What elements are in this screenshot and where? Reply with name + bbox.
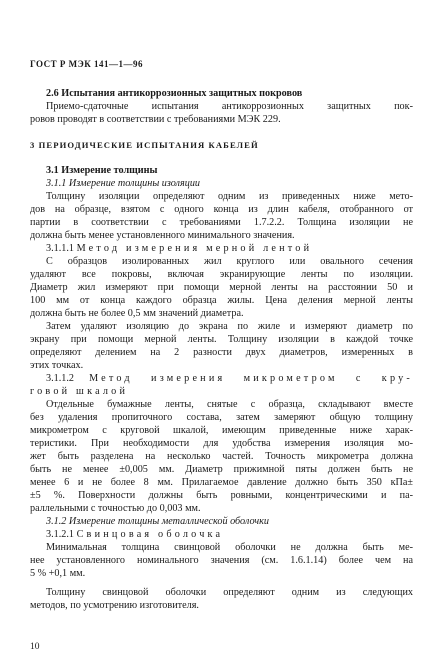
text-line: быть не менее ±0,005 мм. Диаметр прижимной пяты должен быть не	[30, 464, 413, 475]
text-line: Отдельные бумажные ленты, снятые с образца, складывают вместе	[46, 399, 413, 410]
text-line: Затем удаляют изоляцию до экрана по жиле и измеряют диаметр по	[46, 321, 413, 332]
text-line: менее 6 и не более 8 мм. Прилагаемое давление должно быть 350 кПа±	[30, 477, 413, 488]
text-line: жет быть разделена на несколько частей. Точность микрометра должна	[30, 451, 413, 462]
text-line: С образцов изолированных жил круглого или овального сечения	[46, 256, 413, 267]
document-header-code: ГОСТ Р МЭК 141—1—96	[30, 59, 143, 69]
text-line: дов на образце, взятом с одного конца из длин кабеля, отобранного от	[30, 204, 413, 215]
text-line: ±5 %. Поверхности должны быть ровными, концентрическими и па-	[30, 490, 413, 501]
text-line: определяют делением на 2 разности двух диаметров, измеренных в	[30, 347, 413, 358]
paragraph-insulation-thickness	[30, 190, 413, 242]
text-line: Минимальная толщина свинцовой оболочки не должна быть ме-	[46, 542, 413, 553]
text-line: ровов проводят в соответствии с требованиями МЭК 229.	[30, 114, 281, 125]
paragraph-method-1-b	[30, 320, 413, 372]
method-1-title: Метод измерения мерной лентой	[76, 243, 313, 254]
section-2-6-heading: 2.6 Испытания антикоррозионных защитных покровов	[46, 88, 303, 99]
text-line: должна быть менее установленного минимального значения.	[30, 230, 295, 241]
text-line: Диаметр жил измеряют при помощи мерной ленты на расстоянии 50 и	[30, 282, 413, 293]
page-content	[30, 87, 413, 612]
text-line: микрометром с круговой шкалой, имеющим приведенные ниже харак-	[30, 425, 413, 436]
section-3-1-2-heading: 3.1.2 Измерение толщины металлической оболочки	[46, 516, 270, 527]
section-3-1-heading: 3.1 Измерение толщины	[46, 165, 158, 176]
method-2-title-continued: говой шкалой	[30, 386, 129, 397]
paragraph-lead-sheath-methods	[30, 586, 413, 612]
text-line: нее установленного номинального значения (см. 1.6.1.14) более чем на	[30, 555, 413, 566]
text-line: Толщину свинцовой оболочки определяют одним из следующих	[46, 587, 413, 598]
text-line: этих точках.	[30, 360, 84, 371]
lead-sheath-heading	[30, 528, 413, 541]
text-line: 100 мм от конца каждого образца жилы. Цена деления мерной ленты	[30, 295, 413, 306]
method-1-heading	[30, 242, 413, 255]
text-line: удаляют все покровы, включая экранирующие ленты по изоляции.	[30, 269, 413, 280]
lead-sheath-number: 3.1.2.1	[46, 529, 75, 540]
text-line: Толщину изоляции определяют одним из приведенных ниже мето-	[46, 191, 413, 202]
text-line: экрану при помощи мерной ленты. Толщину изоляции в каждой точке	[30, 334, 413, 345]
text-line: без удаления пропиточного состава, затем замеряют общую толщину	[30, 412, 413, 423]
text-line: методов, по усмотрению изготовителя.	[30, 600, 199, 611]
method-2-heading-line	[46, 372, 413, 385]
method-2-title: Метод измерения микрометром с кру-	[89, 373, 414, 384]
text-line: партии в соответствии с требованиями 1.7.2.2. Толщина изоляции не	[30, 217, 413, 228]
text-line: раллельными с точностью до 0,003 мм.	[30, 503, 201, 514]
paragraph-method-2	[30, 398, 413, 515]
text-line: 5 % +0,1 мм.	[30, 568, 86, 579]
method-1-number: 3.1.1.1	[46, 243, 75, 254]
paragraph-lead-sheath-min	[30, 541, 413, 580]
text-line: Приемо-сдаточные испытания антикоррозионных защитных пок-	[46, 101, 413, 112]
method-2-heading	[30, 372, 413, 398]
section-3-1-1-heading: 3.1.1 Измерение толщины изоляции	[46, 178, 201, 189]
method-2-number: 3.1.1.2	[46, 373, 75, 384]
text-line: должна быть не более 0,5 мм значений диаметра.	[30, 308, 244, 319]
lead-sheath-title: Свинцовая оболочка	[76, 529, 224, 540]
paragraph-method-1-a	[30, 255, 413, 320]
text-line: теристики. При необходимости для удобства измерения изоляция мо-	[30, 438, 413, 449]
page-number: 10	[30, 642, 40, 652]
section-3-title: 3 ПЕРИОДИЧЕСКИЕ ИСПЫТАНИЯ КАБЕЛЕЙ	[30, 140, 259, 150]
